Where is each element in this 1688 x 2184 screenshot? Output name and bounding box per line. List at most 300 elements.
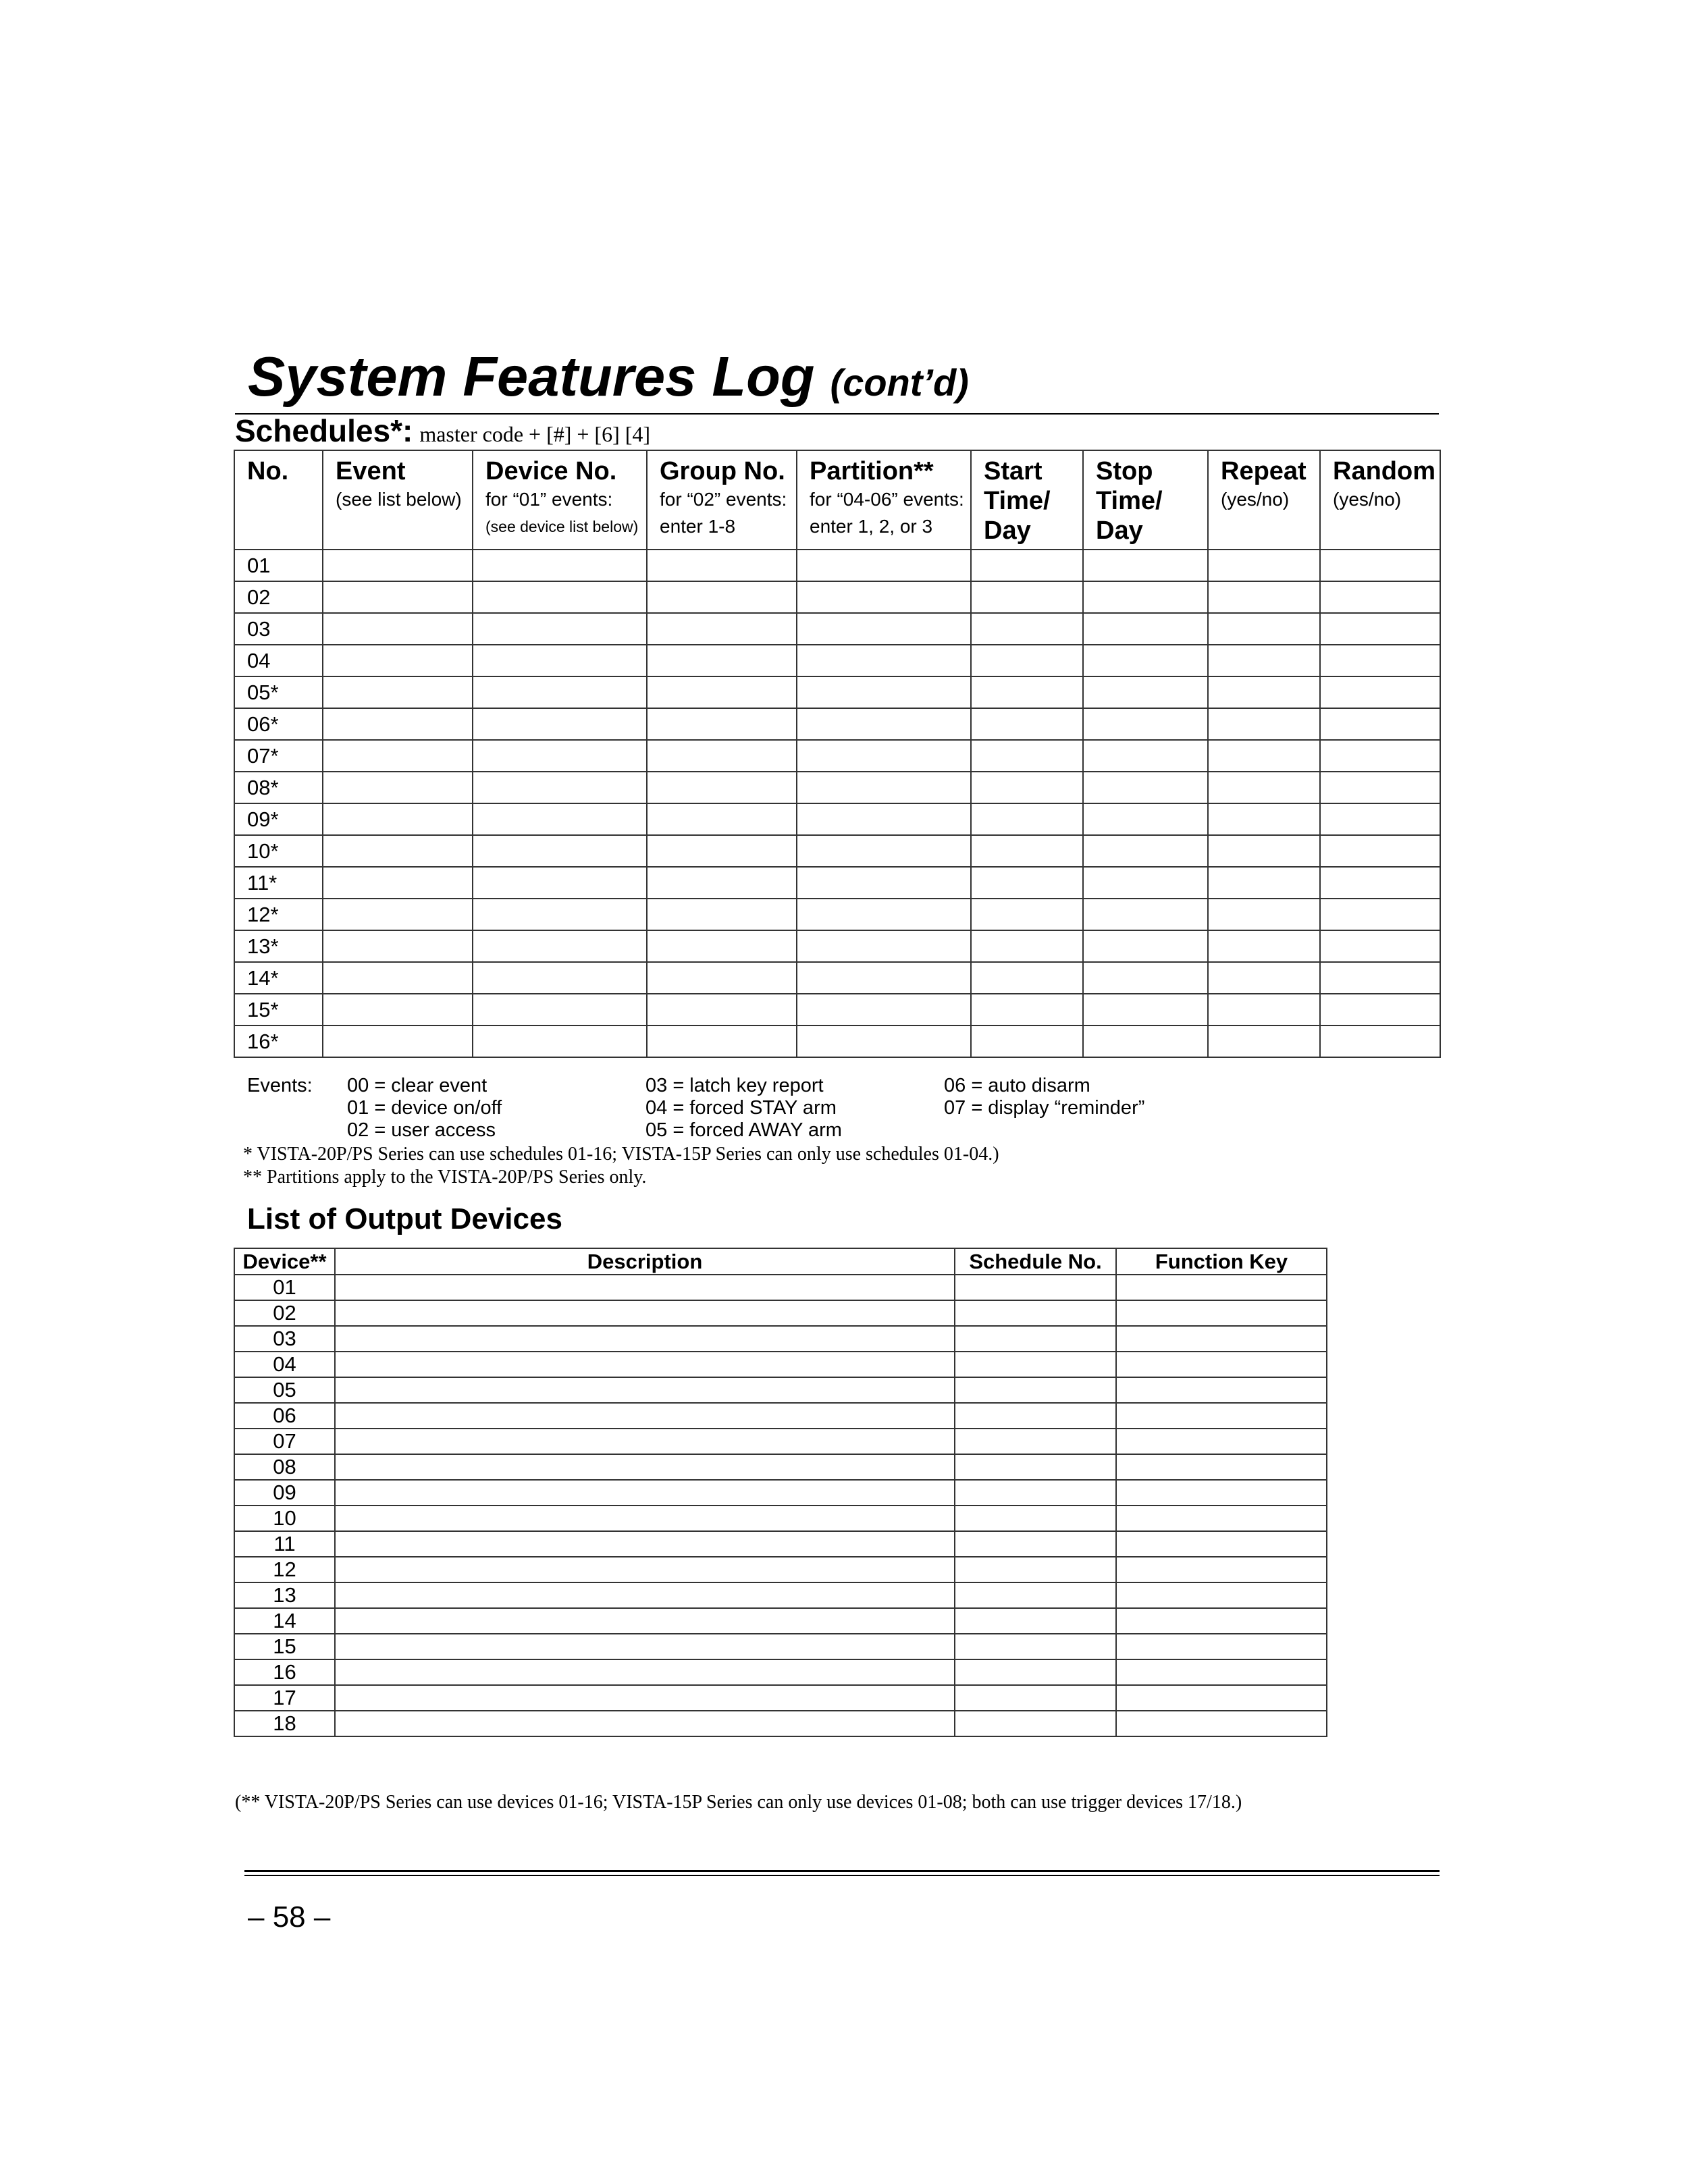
output-devices-heading: List of Output Devices [247, 1202, 562, 1235]
schedule-entry-cell[interactable] [1083, 772, 1208, 803]
schedule-row [234, 962, 1440, 994]
schedule-entry-cell[interactable] [323, 613, 473, 645]
schedule-entry-cell[interactable] [1320, 899, 1440, 930]
schedule-entry-cell[interactable] [473, 1026, 647, 1057]
schedule-row [234, 772, 1440, 803]
schedule-entry-cell[interactable] [797, 772, 971, 803]
schedule-no-cell: 16* [234, 1026, 323, 1057]
schedule-entry-cell[interactable] [797, 676, 971, 708]
device-no-cell: 13 [234, 1582, 335, 1608]
description-cell[interactable] [335, 1454, 955, 1480]
schedule-entry-cell[interactable] [1083, 550, 1208, 581]
col-sub: enter 1, 2, or 3 [810, 516, 933, 537]
col-device: Device** [234, 1248, 335, 1275]
output-device-row [234, 1659, 1327, 1685]
schedule-entry-cell[interactable] [1320, 930, 1440, 962]
output-device-row [234, 1377, 1327, 1403]
bottom-rule [244, 1875, 1440, 1876]
schedule-no-cell[interactable] [955, 1352, 1116, 1377]
schedule-no-cell: 06* [234, 708, 323, 740]
function-key-cell[interactable] [1116, 1582, 1327, 1608]
schedule-entry-cell[interactable] [1208, 962, 1320, 994]
schedule-entry-cell[interactable] [797, 613, 971, 645]
schedule-entry-cell[interactable] [473, 645, 647, 676]
col-description: Description [335, 1248, 955, 1275]
schedule-entry-cell[interactable] [797, 550, 971, 581]
device-no-cell: 09 [234, 1480, 335, 1506]
event-item: 02 = user access [347, 1119, 496, 1141]
function-key-cell[interactable] [1116, 1506, 1327, 1531]
schedule-entry-cell[interactable] [1083, 930, 1208, 962]
output-device-row [234, 1429, 1327, 1454]
function-key-cell[interactable] [1116, 1480, 1327, 1506]
schedule-no-cell[interactable] [955, 1480, 1116, 1506]
schedule-entry-cell[interactable] [1083, 581, 1208, 613]
description-cell[interactable] [335, 1608, 955, 1634]
col-device-no [473, 450, 647, 550]
schedule-entry-cell[interactable] [971, 645, 1083, 676]
output-devices-footnote: (** VISTA-20P/PS Series can use devices 01-16; VISTA-15P Series can only use devices 01-08; both can use trigger devices 17/18.) [235, 1792, 1242, 1813]
schedule-entry-cell[interactable] [323, 835, 473, 867]
schedule-no-cell: 03 [234, 613, 323, 645]
schedule-row [234, 581, 1440, 613]
function-key-cell[interactable] [1116, 1377, 1327, 1403]
schedule-entry-cell[interactable] [971, 708, 1083, 740]
schedule-entry-cell[interactable] [1208, 676, 1320, 708]
col-sub: for “01” events: [485, 489, 613, 510]
schedule-entry-cell[interactable] [797, 581, 971, 613]
schedule-entry-cell[interactable] [971, 772, 1083, 803]
schedule-entry-cell[interactable] [797, 1026, 971, 1057]
schedule-no-cell[interactable] [955, 1377, 1116, 1403]
schedule-entry-cell[interactable] [323, 867, 473, 899]
schedule-entry-cell[interactable] [473, 708, 647, 740]
schedule-entry-cell[interactable] [473, 772, 647, 803]
schedule-entry-cell[interactable] [647, 930, 797, 962]
output-device-row [234, 1275, 1327, 1300]
schedule-no-cell[interactable] [955, 1711, 1116, 1736]
schedule-row [234, 645, 1440, 676]
schedule-entry-cell[interactable] [1320, 962, 1440, 994]
schedule-no-cell: 01 [234, 550, 323, 581]
schedule-entry-cell[interactable] [323, 708, 473, 740]
schedule-entry-cell[interactable] [1208, 1026, 1320, 1057]
col-stop-time [1083, 450, 1208, 550]
schedule-row [234, 613, 1440, 645]
schedule-entry-cell[interactable] [1083, 708, 1208, 740]
output-device-row [234, 1582, 1327, 1608]
event-item: 06 = auto disarm [944, 1075, 1090, 1096]
schedule-entry-cell[interactable] [647, 962, 797, 994]
schedule-entry-cell[interactable] [323, 645, 473, 676]
schedule-entry-cell[interactable] [1083, 899, 1208, 930]
schedule-entry-cell[interactable] [1083, 835, 1208, 867]
schedule-entry-cell[interactable] [323, 581, 473, 613]
schedule-entry-cell[interactable] [1208, 581, 1320, 613]
schedule-entry-cell[interactable] [473, 550, 647, 581]
schedule-entry-cell[interactable] [797, 740, 971, 772]
description-cell[interactable] [335, 1377, 955, 1403]
schedule-no-cell[interactable] [955, 1326, 1116, 1352]
schedule-entry-cell[interactable] [473, 930, 647, 962]
events-label: Events: [247, 1075, 313, 1096]
schedule-no-cell[interactable] [955, 1300, 1116, 1326]
schedule-no-cell[interactable] [955, 1608, 1116, 1634]
schedule-entry-cell[interactable] [797, 803, 971, 835]
output-device-row [234, 1352, 1327, 1377]
schedule-entry-cell[interactable] [1320, 550, 1440, 581]
col-sub: (yes/no) [1333, 489, 1402, 510]
event-item: 01 = device on/off [347, 1097, 502, 1119]
schedule-entry-cell[interactable] [1083, 645, 1208, 676]
schedule-entry-cell[interactable] [473, 835, 647, 867]
schedule-entry-cell[interactable] [647, 835, 797, 867]
col-event [323, 450, 473, 550]
col-label: Partition** [810, 457, 934, 485]
col-label: Device No. [485, 457, 617, 485]
col-label: Start Time/ Day [984, 457, 1051, 545]
schedule-entry-cell[interactable] [1208, 550, 1320, 581]
schedule-entry-cell[interactable] [323, 550, 473, 581]
description-cell[interactable] [335, 1659, 955, 1685]
col-sub: (see device list below) [485, 518, 639, 535]
schedule-entry-cell[interactable] [473, 740, 647, 772]
schedule-row [234, 740, 1440, 772]
description-cell[interactable] [335, 1480, 955, 1506]
col-sub: for “04-06” events: [810, 489, 964, 510]
schedule-entry-cell[interactable] [473, 676, 647, 708]
device-no-cell: 06 [234, 1403, 335, 1429]
function-key-cell[interactable] [1116, 1659, 1327, 1685]
function-key-cell[interactable] [1116, 1300, 1327, 1326]
schedule-no-cell: 02 [234, 581, 323, 613]
schedule-entry-cell[interactable] [971, 1026, 1083, 1057]
schedule-entry-cell[interactable] [647, 613, 797, 645]
schedule-row [234, 899, 1440, 930]
schedule-entry-cell[interactable] [473, 803, 647, 835]
schedules-table-body [234, 550, 1440, 1057]
schedule-no-cell: 12* [234, 899, 323, 930]
schedules-footnote-1: * VISTA-20P/PS Series can use schedules 01-16; VISTA-15P Series can only use schedules 01-04.) [243, 1144, 999, 1165]
schedule-entry-cell[interactable] [1320, 676, 1440, 708]
col-random [1320, 450, 1440, 550]
device-no-cell: 02 [234, 1300, 335, 1326]
schedule-no-cell: 09* [234, 803, 323, 835]
schedule-entry-cell[interactable] [797, 899, 971, 930]
schedule-entry-cell[interactable] [323, 772, 473, 803]
schedule-entry-cell[interactable] [971, 899, 1083, 930]
schedule-row [234, 550, 1440, 581]
schedule-entry-cell[interactable] [1208, 867, 1320, 899]
schedule-entry-cell[interactable] [1208, 899, 1320, 930]
function-key-cell[interactable] [1116, 1685, 1327, 1711]
schedule-entry-cell[interactable] [323, 676, 473, 708]
device-no-cell: 15 [234, 1634, 335, 1659]
schedules-footnote-2: ** Partitions apply to the VISTA-20P/PS Series only. [243, 1167, 647, 1188]
schedule-entry-cell[interactable] [323, 740, 473, 772]
function-key-cell[interactable] [1116, 1454, 1327, 1480]
output-device-row [234, 1300, 1327, 1326]
function-key-cell[interactable] [1116, 1634, 1327, 1659]
schedule-no-cell[interactable] [955, 1454, 1116, 1480]
schedule-entry-cell[interactable] [1208, 772, 1320, 803]
schedule-entry-cell[interactable] [1083, 994, 1208, 1026]
output-device-row [234, 1326, 1327, 1352]
col-schedule-no: Schedule No. [955, 1248, 1116, 1275]
page-title-cont: (cont’d) [830, 361, 969, 404]
events-col-1 [347, 1075, 502, 1142]
schedule-entry-cell[interactable] [647, 994, 797, 1026]
events-col-3 [944, 1075, 1144, 1119]
schedule-entry-cell[interactable] [647, 645, 797, 676]
schedule-no-cell: 08* [234, 772, 323, 803]
col-partition [797, 450, 971, 550]
device-no-cell: 16 [234, 1659, 335, 1685]
col-label: No. [247, 457, 289, 485]
device-no-cell: 03 [234, 1326, 335, 1352]
schedule-entry-cell[interactable] [971, 550, 1083, 581]
schedule-entry-cell[interactable] [971, 803, 1083, 835]
schedule-entry-cell[interactable] [1320, 867, 1440, 899]
schedules-table-head [234, 450, 1440, 550]
description-cell[interactable] [335, 1352, 955, 1377]
col-sub: (yes/no) [1221, 489, 1290, 510]
schedule-row [234, 676, 1440, 708]
schedule-no-cell[interactable] [955, 1634, 1116, 1659]
schedule-entry-cell[interactable] [647, 581, 797, 613]
col-group-no [647, 450, 797, 550]
col-sub: enter 1-8 [660, 516, 736, 537]
device-no-cell: 04 [234, 1352, 335, 1377]
schedule-entry-cell[interactable] [797, 645, 971, 676]
schedule-entry-cell[interactable] [647, 772, 797, 803]
function-key-cell[interactable] [1116, 1275, 1327, 1300]
schedule-entry-cell[interactable] [473, 867, 647, 899]
schedule-entry-cell[interactable] [473, 613, 647, 645]
schedule-entry-cell[interactable] [1083, 867, 1208, 899]
description-cell[interactable] [335, 1711, 955, 1736]
device-no-cell: 07 [234, 1429, 335, 1454]
device-no-cell: 14 [234, 1608, 335, 1634]
schedule-entry-cell[interactable] [1083, 962, 1208, 994]
schedule-entry-cell[interactable] [1083, 676, 1208, 708]
events-col-2 [645, 1075, 842, 1142]
function-key-cell[interactable] [1116, 1326, 1327, 1352]
schedule-no-cell: 05* [234, 676, 323, 708]
description-cell[interactable] [335, 1506, 955, 1531]
output-device-row [234, 1403, 1327, 1429]
schedule-entry-cell[interactable] [1208, 803, 1320, 835]
schedule-entry-cell[interactable] [323, 994, 473, 1026]
schedule-entry-cell[interactable] [971, 581, 1083, 613]
schedule-entry-cell[interactable] [797, 835, 971, 867]
schedule-entry-cell[interactable] [971, 835, 1083, 867]
schedule-entry-cell[interactable] [1320, 740, 1440, 772]
output-device-row [234, 1531, 1327, 1557]
schedule-no-cell[interactable] [955, 1429, 1116, 1454]
schedule-entry-cell[interactable] [971, 962, 1083, 994]
schedule-no-cell[interactable] [955, 1659, 1116, 1685]
schedule-entry-cell[interactable] [1208, 613, 1320, 645]
output-header-row [234, 1248, 1327, 1275]
schedule-row [234, 708, 1440, 740]
schedule-no-cell: 15* [234, 994, 323, 1026]
description-cell[interactable] [335, 1582, 955, 1608]
schedule-no-cell[interactable] [955, 1531, 1116, 1557]
schedule-entry-cell[interactable] [647, 867, 797, 899]
col-label: Repeat [1221, 457, 1307, 485]
schedule-entry-cell[interactable] [1208, 740, 1320, 772]
page-title [248, 343, 1450, 410]
schedule-entry-cell[interactable] [1320, 613, 1440, 645]
col-label: Stop Time/ Day [1096, 457, 1163, 545]
function-key-cell[interactable] [1116, 1403, 1327, 1429]
schedule-entry-cell[interactable] [797, 708, 971, 740]
schedule-entry-cell[interactable] [1320, 1026, 1440, 1057]
device-no-cell: 12 [234, 1557, 335, 1582]
schedule-entry-cell[interactable] [1320, 708, 1440, 740]
col-label: Event [336, 457, 406, 485]
description-cell[interactable] [335, 1531, 955, 1557]
schedule-entry-cell[interactable] [647, 708, 797, 740]
description-cell[interactable] [335, 1300, 955, 1326]
schedule-entry-cell[interactable] [1208, 835, 1320, 867]
schedules-heading [235, 410, 650, 451]
schedule-entry-cell[interactable] [971, 867, 1083, 899]
function-key-cell[interactable] [1116, 1711, 1327, 1736]
function-key-cell[interactable] [1116, 1429, 1327, 1454]
description-cell[interactable] [335, 1557, 955, 1582]
schedule-entry-cell[interactable] [323, 1026, 473, 1057]
schedule-entry-cell[interactable] [473, 994, 647, 1026]
schedule-entry-cell[interactable] [1320, 835, 1440, 867]
col-sub: for “02” events: [660, 489, 787, 510]
description-cell[interactable] [335, 1275, 955, 1300]
schedule-entry-cell[interactable] [971, 676, 1083, 708]
description-cell[interactable] [335, 1634, 955, 1659]
schedule-entry-cell[interactable] [1320, 803, 1440, 835]
schedule-entry-cell[interactable] [971, 994, 1083, 1026]
output-devices-table-head [234, 1248, 1327, 1275]
description-cell[interactable] [335, 1685, 955, 1711]
event-item: 05 = forced AWAY arm [645, 1119, 842, 1141]
schedule-no-cell: 07* [234, 740, 323, 772]
schedule-entry-cell[interactable] [1320, 581, 1440, 613]
schedules-table [234, 450, 1441, 1058]
schedule-entry-cell[interactable] [323, 899, 473, 930]
col-sub: (see list below) [336, 489, 462, 510]
schedule-entry-cell[interactable] [473, 962, 647, 994]
event-item: 07 = display “reminder” [944, 1097, 1145, 1119]
schedule-no-cell[interactable] [955, 1685, 1116, 1711]
schedule-entry-cell[interactable] [473, 581, 647, 613]
schedule-entry-cell[interactable] [1208, 645, 1320, 676]
schedule-entry-cell[interactable] [1320, 772, 1440, 803]
schedule-entry-cell[interactable] [323, 930, 473, 962]
output-device-row [234, 1480, 1327, 1506]
device-no-cell: 17 [234, 1685, 335, 1711]
device-no-cell: 11 [234, 1531, 335, 1557]
schedule-entry-cell[interactable] [1083, 740, 1208, 772]
col-function-key: Function Key [1116, 1248, 1327, 1275]
schedule-entry-cell[interactable] [971, 740, 1083, 772]
schedule-no-cell: 11* [234, 867, 323, 899]
schedule-entry-cell[interactable] [1320, 994, 1440, 1026]
schedule-no-cell[interactable] [955, 1403, 1116, 1429]
event-item: 00 = clear event [347, 1075, 487, 1096]
schedule-no-cell: 14* [234, 962, 323, 994]
schedule-entry-cell[interactable] [1320, 645, 1440, 676]
schedule-entry-cell[interactable] [647, 899, 797, 930]
function-key-cell[interactable] [1116, 1531, 1327, 1557]
schedule-row [234, 835, 1440, 867]
schedule-entry-cell[interactable] [971, 930, 1083, 962]
page-title-main: System Features Log [248, 345, 815, 408]
schedule-entry-cell[interactable] [971, 613, 1083, 645]
schedules-header-row [234, 450, 1440, 550]
schedule-entry-cell[interactable] [323, 962, 473, 994]
schedule-entry-cell[interactable] [1208, 994, 1320, 1026]
schedule-entry-cell[interactable] [647, 550, 797, 581]
schedule-entry-cell[interactable] [1208, 930, 1320, 962]
description-cell[interactable] [335, 1429, 955, 1454]
schedule-entry-cell[interactable] [647, 676, 797, 708]
schedule-row [234, 867, 1440, 899]
schedule-entry-cell[interactable] [647, 740, 797, 772]
schedule-row [234, 803, 1440, 835]
output-device-row [234, 1608, 1327, 1634]
schedule-row [234, 994, 1440, 1026]
page-number: – 58 – [248, 1900, 331, 1934]
schedule-no-cell[interactable] [955, 1275, 1116, 1300]
schedule-no-cell[interactable] [955, 1582, 1116, 1608]
output-device-row [234, 1454, 1327, 1480]
schedule-entry-cell[interactable] [1083, 1026, 1208, 1057]
schedule-entry-cell[interactable] [797, 994, 971, 1026]
schedule-entry-cell[interactable] [647, 1026, 797, 1057]
description-cell[interactable] [335, 1403, 955, 1429]
output-device-row [234, 1711, 1327, 1736]
device-no-cell: 10 [234, 1506, 335, 1531]
output-device-row [234, 1506, 1327, 1531]
function-key-cell[interactable] [1116, 1557, 1327, 1582]
schedule-entry-cell[interactable] [797, 962, 971, 994]
schedule-entry-cell[interactable] [1208, 708, 1320, 740]
output-devices-table-body [234, 1275, 1327, 1736]
schedule-entry-cell[interactable] [323, 803, 473, 835]
function-key-cell[interactable] [1116, 1608, 1327, 1634]
schedule-entry-cell[interactable] [473, 899, 647, 930]
output-device-row [234, 1634, 1327, 1659]
col-no [234, 450, 323, 550]
event-item: 04 = forced STAY arm [645, 1097, 837, 1119]
schedule-no-cell[interactable] [955, 1506, 1116, 1531]
schedule-entry-cell[interactable] [797, 930, 971, 962]
schedule-entry-cell[interactable] [797, 867, 971, 899]
description-cell[interactable] [335, 1326, 955, 1352]
schedule-no-cell: 13* [234, 930, 323, 962]
schedule-entry-cell[interactable] [1083, 613, 1208, 645]
schedule-no-cell[interactable] [955, 1557, 1116, 1582]
device-no-cell: 01 [234, 1275, 335, 1300]
output-device-row [234, 1685, 1327, 1711]
schedule-entry-cell[interactable] [647, 803, 797, 835]
schedules-heading-sub: master code + [#] + [6] [4] [419, 422, 651, 446]
col-repeat [1208, 450, 1320, 550]
schedule-no-cell: 04 [234, 645, 323, 676]
schedule-entry-cell[interactable] [1083, 803, 1208, 835]
function-key-cell[interactable] [1116, 1352, 1327, 1377]
